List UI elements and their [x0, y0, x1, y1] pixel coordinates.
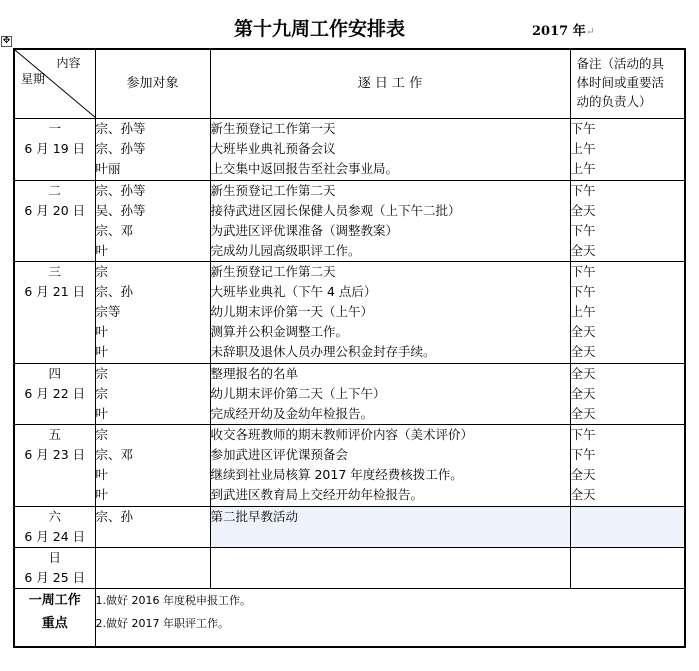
tasks-line: 幼儿期末评价第一天（上午） [210, 304, 374, 319]
tasks-line: 完成经开幼及金幼年检报告。 [210, 406, 374, 421]
tasks-cell [210, 425, 570, 507]
participants-line: 叶 [95, 487, 109, 502]
notes-line: 下午 [570, 447, 596, 462]
notes-line: 下午 [570, 427, 596, 442]
participants-line: 宗、孙 [95, 509, 134, 524]
tasks-line: 接待武进区园长保健人员参观（上下午二批） [210, 203, 461, 218]
notes-header: 备注（活动的具 体时间或重要活 动的负责人） [570, 49, 685, 119]
tasks-line: 大班毕业典礼预备会议 [210, 141, 336, 156]
participants-line: 叶 [95, 243, 109, 258]
weekday-label: 星期 [21, 72, 46, 86]
page-title: 第十九周工作安排表 [234, 18, 406, 40]
weekday-date: 6 月 21 日 [24, 284, 86, 299]
weekday-name: 四 [48, 366, 61, 381]
year-label: 2017 年↵ [532, 24, 595, 39]
notes-cell [570, 262, 685, 364]
notes-line: 全天 [570, 324, 596, 339]
weekday-date: 6 月 20 日 [24, 203, 86, 218]
tasks-line: 幼儿期末评价第二天（上下午） [210, 386, 386, 401]
tasks-cell [210, 548, 570, 589]
weekday-name: 三 [48, 264, 61, 279]
notes-cell [570, 425, 685, 507]
weekday-date: 6 月 25 日 [24, 570, 86, 585]
weekday-cell [14, 507, 95, 548]
schedule-table [13, 48, 686, 648]
participants-line: 宗、孙等 [95, 121, 146, 136]
participants-header: 参加对象 [95, 49, 210, 119]
tasks-line: 大班毕业典礼（下午 4 点后） [210, 284, 377, 299]
tasks-line: 继续到社业局核算 2017 年度经费核拨工作。 [210, 467, 463, 482]
weekday-date: 6 月 19 日 [24, 141, 86, 156]
participants-line: 叶 [95, 324, 109, 339]
weekly-focus-row [14, 589, 685, 647]
participants-line: 叶 [95, 344, 109, 359]
tasks-line: 新生预登记工作第一天 [210, 121, 336, 136]
tasks-line: 参加武进区评优课预备会 [210, 447, 349, 462]
tasks-line: 整理报名的名单 [210, 366, 299, 381]
notes-line: 下午 [570, 264, 596, 279]
notes-line: 下午 [570, 223, 596, 238]
participants-line: 叶 [95, 406, 109, 421]
notes-line: 全天 [570, 386, 596, 401]
notes-line: 上午 [570, 161, 596, 176]
tasks-cell [210, 181, 570, 262]
weekday-cell [14, 548, 95, 589]
weekday-name: 六 [48, 509, 61, 524]
participants-cell [95, 181, 210, 262]
title-bar [0, 14, 699, 42]
participants-line: 宗 [95, 427, 109, 442]
notes-cell [570, 548, 685, 589]
notes-line: 全天 [570, 406, 596, 421]
day-row [14, 548, 685, 589]
participants-cell [95, 507, 210, 548]
tasks-line: 到武进区教育局上交经开幼年检报告。 [210, 487, 424, 502]
participants-cell [95, 262, 210, 364]
day-row [14, 507, 685, 548]
notes-cell [570, 181, 685, 262]
diagonal-header-cell [14, 49, 95, 119]
weekday-name: 日 [48, 550, 61, 565]
participants-cell [95, 425, 210, 507]
participants-cell [95, 548, 210, 589]
participants-line: 宗 [95, 386, 109, 401]
participants-cell [95, 119, 210, 181]
notes-line: 全天 [570, 487, 596, 502]
table-move-handle[interactable]: ✥ [2, 36, 11, 46]
weekday-date: 6 月 22 日 [24, 386, 86, 401]
weekday-cell [14, 181, 95, 262]
weekday-name: 一 [48, 121, 61, 136]
participants-line: 宗 [95, 264, 109, 279]
tasks-line: 新生预登记工作第二天 [210, 183, 336, 198]
notes-line: 下午 [570, 183, 596, 198]
weekly-focus-label: 一周工作 重点 [14, 589, 95, 647]
notes-line: 全天 [570, 203, 596, 218]
daily-work-header: 逐 日 工 作 [210, 49, 570, 119]
notes-cell [570, 507, 685, 548]
notes-line: 全天 [570, 243, 596, 258]
notes-line: 全天 [570, 366, 596, 381]
tasks-line: 上交集中返回报告至社会事业局。 [210, 161, 399, 176]
tasks-line: 完成幼儿园高级职评工作。 [210, 243, 361, 258]
participants-line: 宗、孙 [95, 284, 134, 299]
table-header-row [14, 49, 685, 119]
tasks-line: 新生预登记工作第二天 [210, 264, 336, 279]
participants-line: 叶丽 [95, 161, 121, 176]
tasks-cell [210, 507, 570, 548]
weekday-date: 6 月 23 日 [24, 447, 86, 462]
participants-line: 宗等 [95, 304, 121, 319]
participants-line: 宗、邓 [95, 223, 134, 238]
notes-line: 下午 [570, 284, 596, 299]
day-row [14, 119, 685, 181]
participants-line: 宗、邓 [95, 447, 134, 462]
weekday-name: 二 [48, 183, 61, 198]
day-row [14, 181, 685, 262]
weekly-focus-items [95, 589, 685, 647]
tasks-line: 为武进区评优课准备（调整教案） [210, 223, 399, 238]
tasks-line: 测算并公积金调整工作。 [210, 324, 349, 339]
day-row [14, 364, 685, 425]
weekday-date: 6 月 24 日 [24, 529, 86, 544]
weekday-cell [14, 425, 95, 507]
participants-line: 宗、孙等 [95, 141, 146, 156]
participants-line: 叶 [95, 467, 109, 482]
focus-item: 1.做好 2016 年度税申报工作。 [95, 594, 251, 607]
notes-cell [570, 119, 685, 181]
notes-cell [570, 364, 685, 425]
participants-cell [95, 364, 210, 425]
notes-line: 上午 [570, 141, 596, 156]
content-label: 内容 [56, 56, 81, 70]
focus-item: 2.做好 2017 年职评工作。 [95, 617, 229, 630]
weekday-cell [14, 119, 95, 181]
notes-line: 下午 [570, 121, 596, 136]
tasks-cell [210, 364, 570, 425]
tasks-line: 收交各班教师的期末教师评价内容（美术评价） [210, 427, 474, 442]
notes-line: 上午 [570, 304, 596, 319]
weekday-name: 五 [48, 427, 61, 442]
weekday-cell [14, 262, 95, 364]
notes-line: 全天 [570, 344, 596, 359]
participants-line: 吴、孙等 [95, 203, 146, 218]
notes-line: 全天 [570, 467, 596, 482]
tasks-line: 第二批早教活动 [210, 509, 299, 524]
tasks-cell [210, 262, 570, 364]
tasks-cell [210, 119, 570, 181]
participants-line: 宗、孙等 [95, 183, 146, 198]
tasks-line: 未辞职及退休人员办理公积金封存手续。 [210, 344, 436, 359]
participants-line: 宗 [95, 366, 109, 381]
day-row [14, 262, 685, 364]
day-row [14, 425, 685, 507]
weekday-cell [14, 364, 95, 425]
